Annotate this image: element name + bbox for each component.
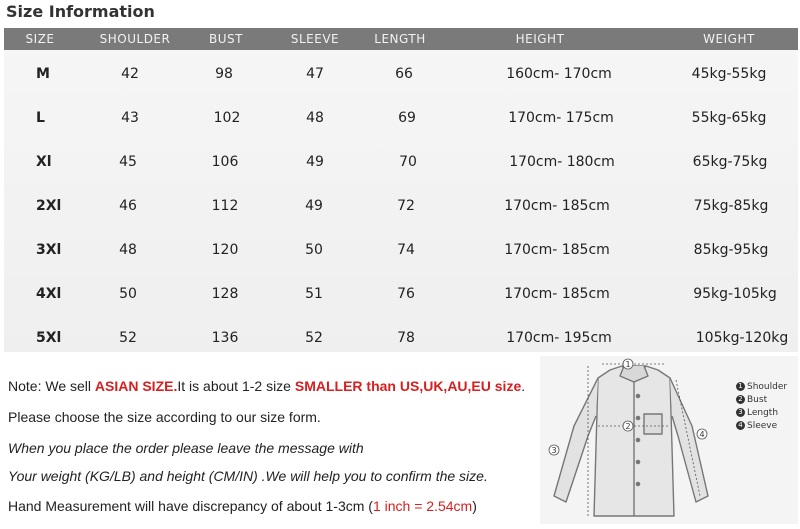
cell-weight: 85kg-95kg bbox=[693, 242, 769, 258]
header-bust: BUST bbox=[209, 32, 243, 46]
cell-shoulder: 42 bbox=[121, 66, 139, 82]
cell-size: M bbox=[36, 66, 50, 82]
cell-bust: 112 bbox=[211, 198, 239, 214]
cell-sleeve: 52 bbox=[305, 330, 323, 346]
note-text: It is about 1-2 size bbox=[177, 378, 295, 394]
cell-shoulder: 43 bbox=[121, 110, 139, 126]
cell-shoulder: 45 bbox=[119, 154, 137, 170]
note-asian-size bbox=[8, 378, 525, 394]
note-weight-height: Your weight (KG/LB) and height (CM/IN) .We will help you to confirm the size. bbox=[8, 468, 488, 484]
cell-bust: 136 bbox=[211, 330, 239, 346]
cell-shoulder: 52 bbox=[119, 330, 137, 346]
note-text: Note: We sell bbox=[8, 378, 95, 394]
legend-label: Bust bbox=[747, 395, 768, 405]
smaller-size-highlight: SMALLER than US,UK,AU,EU size bbox=[294, 378, 522, 394]
note-leave-message: When you place the order please leave the message with bbox=[8, 440, 364, 456]
header-sleeve: SLEEVE bbox=[290, 32, 340, 46]
cell-size: Xl bbox=[36, 154, 52, 170]
legend-label: Length bbox=[747, 408, 779, 418]
cell-bust: 102 bbox=[213, 110, 241, 126]
table-row bbox=[4, 316, 798, 360]
cell-weight: 75kg-85kg bbox=[693, 198, 769, 214]
measurement-legend bbox=[736, 381, 787, 433]
legend-item bbox=[736, 407, 787, 420]
legend-number: 3 bbox=[736, 408, 745, 417]
cell-bust: 98 bbox=[215, 66, 233, 82]
header-length: LENGTH bbox=[374, 32, 426, 46]
marker-4-label: 4 bbox=[699, 430, 705, 439]
cell-sleeve: 50 bbox=[305, 242, 323, 258]
cell-size: L bbox=[36, 110, 45, 126]
marker-3-label: 3 bbox=[551, 446, 557, 455]
legend-number: 2 bbox=[736, 395, 745, 404]
header-size: SIZE bbox=[25, 32, 55, 46]
asian-size-highlight: ASIAN SIZE. bbox=[94, 378, 178, 394]
cell-bust: 120 bbox=[211, 242, 239, 258]
cell-height: 170cm- 180cm bbox=[509, 154, 615, 170]
cell-shoulder: 48 bbox=[119, 242, 137, 258]
cell-size: 5Xl bbox=[36, 330, 62, 346]
cell-shoulder: 46 bbox=[119, 198, 137, 214]
legend-item bbox=[736, 420, 787, 433]
legend-label: Sleeve bbox=[747, 421, 778, 431]
cell-bust: 106 bbox=[211, 154, 239, 170]
cell-weight: 105kg-120kg bbox=[695, 330, 789, 346]
cell-sleeve: 49 bbox=[306, 154, 324, 170]
legend-number: 4 bbox=[736, 421, 745, 430]
cell-shoulder: 50 bbox=[119, 286, 137, 302]
marker-1-label: 1 bbox=[625, 360, 631, 369]
cell-height: 170cm- 175cm bbox=[508, 110, 614, 126]
cell-length: 70 bbox=[399, 154, 417, 170]
table-header bbox=[4, 28, 798, 50]
cell-sleeve: 49 bbox=[305, 198, 323, 214]
cell-sleeve: 48 bbox=[306, 110, 324, 126]
table-row bbox=[4, 140, 798, 184]
table-row bbox=[4, 272, 798, 316]
cell-length: 78 bbox=[397, 330, 415, 346]
cell-size: 4Xl bbox=[36, 286, 62, 302]
cell-length: 74 bbox=[397, 242, 415, 258]
cell-sleeve: 51 bbox=[305, 286, 323, 302]
marker-2-label: 2 bbox=[625, 422, 631, 431]
header-height: HEIGHT bbox=[515, 32, 565, 46]
cell-weight: 45kg-55kg bbox=[691, 66, 767, 82]
cell-height: 170cm- 185cm bbox=[504, 286, 610, 302]
note-text: ) bbox=[472, 498, 477, 514]
page-title: Size Information bbox=[6, 2, 155, 21]
cell-length: 72 bbox=[397, 198, 415, 214]
cell-length: 69 bbox=[398, 110, 416, 126]
cell-length: 76 bbox=[397, 286, 415, 302]
cell-bust: 128 bbox=[211, 286, 239, 302]
legend-number: 1 bbox=[736, 382, 745, 391]
note-text: Hand Measurement will have discrepancy of about 1-3cm ( bbox=[8, 498, 373, 514]
cell-sleeve: 47 bbox=[306, 66, 324, 82]
cell-weight: 65kg-75kg bbox=[692, 154, 768, 170]
cell-height: 170cm- 185cm bbox=[504, 198, 610, 214]
legend-label: Shoulder bbox=[747, 382, 788, 392]
inch-conversion: 1 inch = 2.54cm bbox=[372, 498, 473, 514]
cell-weight: 55kg-65kg bbox=[691, 110, 767, 126]
cell-weight: 95kg-105kg bbox=[693, 286, 777, 302]
header-weight: WEIGHT bbox=[703, 32, 755, 46]
cell-size: 2Xl bbox=[36, 198, 62, 214]
note-choose-size: Please choose the size according to our size form. bbox=[8, 409, 321, 425]
cell-height: 170cm- 185cm bbox=[504, 242, 610, 258]
size-table bbox=[4, 28, 798, 352]
legend-item bbox=[736, 381, 787, 394]
cell-length: 66 bbox=[395, 66, 413, 82]
cell-height: 160cm- 170cm bbox=[506, 66, 612, 82]
header-shoulder: SHOULDER bbox=[99, 32, 171, 46]
table-row bbox=[4, 52, 798, 96]
cell-size: 3Xl bbox=[36, 242, 62, 258]
note-hand-measurement bbox=[8, 498, 477, 514]
table-row bbox=[4, 96, 798, 140]
cell-height: 170cm- 195cm bbox=[506, 330, 612, 346]
note-text: . bbox=[521, 378, 526, 394]
table-row bbox=[4, 184, 798, 228]
legend-item bbox=[736, 394, 787, 407]
table-row bbox=[4, 228, 798, 272]
